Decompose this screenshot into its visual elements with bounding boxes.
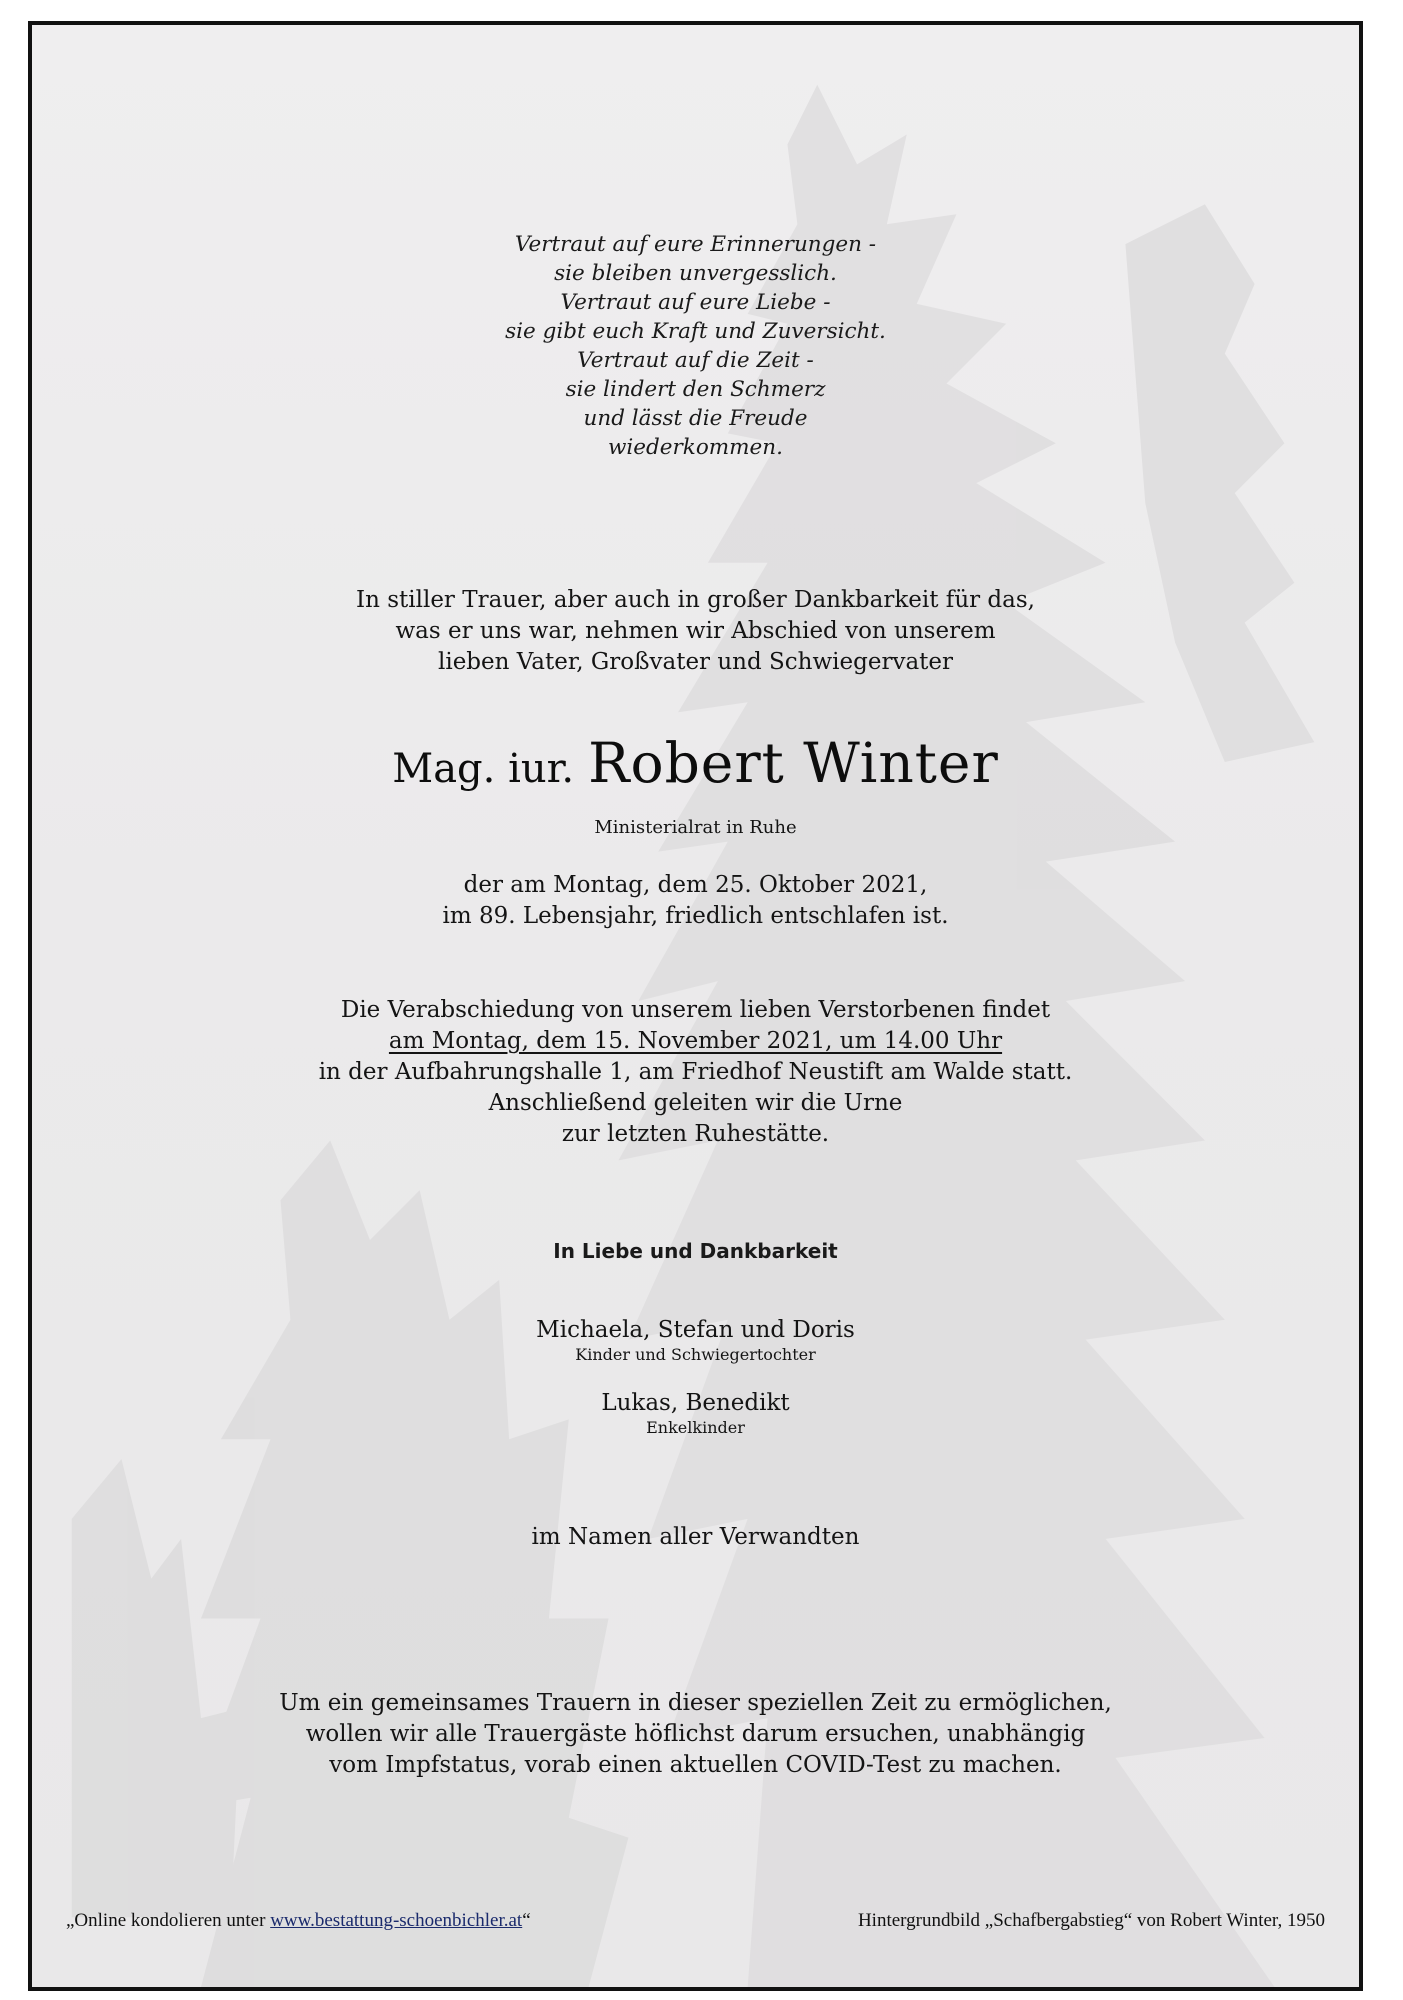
service-date-time: am Montag, dem 15. November 2021, um 14.00 Uhr: [388, 1028, 1003, 1054]
deceased-name: Robert Winter: [588, 731, 999, 795]
family-names: Lukas, Benedikt: [601, 1390, 790, 1416]
funeral-service-info: [32, 995, 1359, 1150]
death-notice: [32, 870, 1359, 932]
poem-line: Vertraut auf eure Liebe -: [560, 290, 831, 315]
poem-line: sie lindert den Schmerz: [565, 377, 826, 402]
footer-condolence: [66, 1909, 531, 1933]
footer-condolence-prefix: „Online kondolieren unter: [66, 1910, 271, 1931]
poem-line: sie bleiben unvergesslich.: [554, 261, 837, 286]
covid-notice: [32, 1688, 1359, 1781]
family-names: Michaela, Stefan und Doris: [536, 1317, 855, 1343]
poem-line: Vertraut auf eure Erinnerungen -: [514, 232, 877, 257]
family-relation: Kinder und Schwiegertochter: [575, 1345, 816, 1364]
family-relation: Enkelkinder: [646, 1418, 745, 1437]
covid-line: wollen wir alle Trauergäste höflichst darum ersuchen, unabhängig: [305, 1721, 1086, 1747]
black-border-frame: [28, 21, 1363, 1991]
footer-condolence-suffix: “: [522, 1910, 531, 1931]
closing-phrase: In Liebe und Dankbarkeit: [553, 1239, 838, 1263]
intro-line: In stiller Trauer, aber auch in großer Dankbarkeit für das,: [356, 587, 1035, 613]
academic-title: Mag. iur.: [392, 746, 575, 792]
covid-line: Um ein gemeinsames Trauern in dieser speziellen Zeit zu ermöglichen,: [279, 1690, 1112, 1716]
intro-text: [32, 585, 1359, 678]
poem-line: und lässt die Freude: [583, 406, 808, 431]
family-group-grandchildren: [32, 1388, 1359, 1438]
poem-line: sie gibt euch Kraft und Zuversicht.: [505, 319, 886, 344]
covid-line: vom Impfstatus, vorab einen aktuellen COVID-Test zu machen.: [329, 1752, 1062, 1778]
family-group-children: [32, 1315, 1359, 1365]
relatives-signature: im Namen aller Verwandten: [531, 1524, 860, 1550]
service-line: Die Verabschiedung von unserem lieben Verstorbenen findet: [340, 997, 1051, 1023]
condolence-website-link[interactable]: www.bestattung-schoenbichler.at: [270, 1910, 523, 1931]
service-line: in der Aufbahrungshalle 1, am Friedhof Neustift am Walde statt.: [318, 1059, 1073, 1085]
death-line: im 89. Lebensjahr, friedlich entschlafen ist.: [442, 903, 949, 929]
service-line: zur letzten Ruhestätte.: [561, 1121, 830, 1147]
deceased-rank: Ministerialrat in Ruhe: [594, 817, 797, 838]
footer-image-credit: Hintergrundbild „Schafbergabstieg“ von Robert Winter, 1950: [857, 1910, 1325, 1931]
poem-verse: [32, 230, 1359, 462]
intro-line: was er uns war, nehmen wir Abschied von unserem: [395, 618, 996, 644]
intro-line: lieben Vater, Großvater und Schwiegervater: [437, 649, 954, 675]
death-line: der am Montag, dem 25. Oktober 2021,: [463, 872, 928, 898]
deceased-name-heading: [32, 730, 1359, 802]
service-line: Anschließend geleiten wir die Urne: [488, 1090, 903, 1116]
poem-line: wiederkommen.: [608, 435, 783, 460]
poem-line: Vertraut auf die Zeit -: [577, 348, 814, 373]
